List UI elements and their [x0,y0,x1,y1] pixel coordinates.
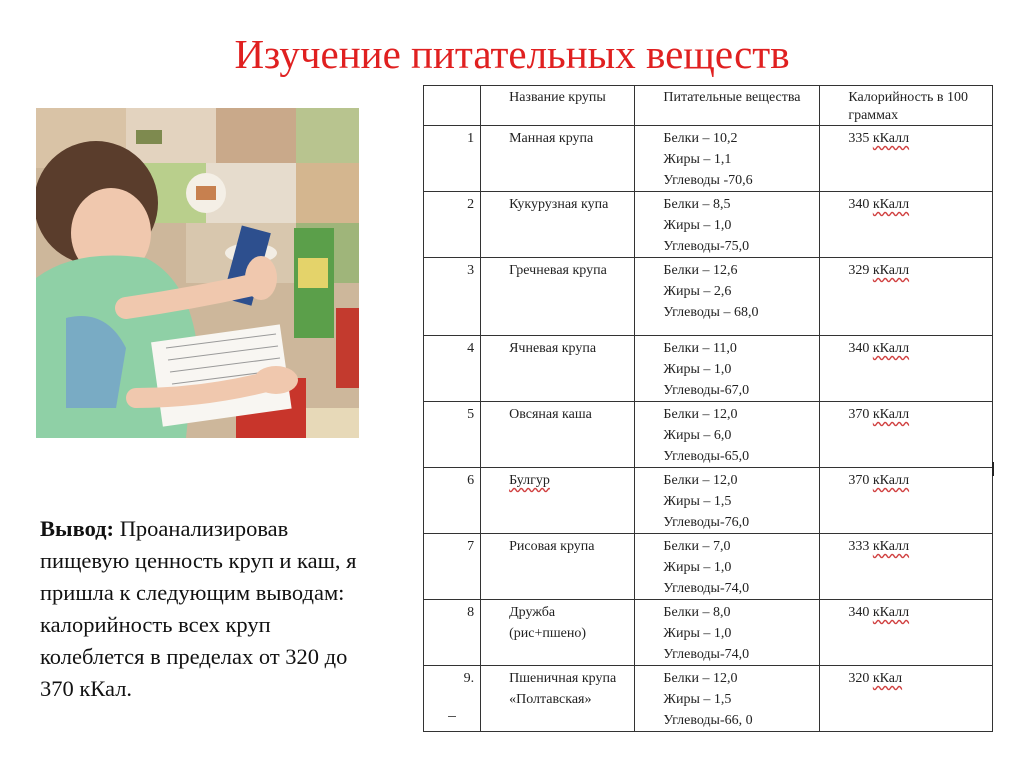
carbs-value: Углеводы-74,0 [663,647,750,662]
calories-value: 340 [848,605,870,620]
fat-value: Жиры – 1,0 [663,626,732,641]
nutrients-cell [635,600,820,666]
protein-value: Белки – 12,0 [663,671,738,686]
nutrients-cell [635,192,820,258]
calories-unit: кКалл [872,473,910,488]
table-row [424,666,993,732]
grain-nutrition-table [423,85,993,732]
calories-unit: кКалл [872,341,910,356]
nutrients-cell [635,402,820,468]
calories-value: 340 [848,341,870,356]
row-number: 3 [424,258,481,336]
table-row [424,192,993,258]
protein-value: Белки – 12,0 [663,407,738,422]
calories-cell [820,666,993,732]
nutrients-cell [635,534,820,600]
calories-unit: кКал [872,671,903,686]
calories-value: 320 [848,671,870,686]
girl-writing-photo [36,108,359,438]
grain-name: Пшеничная крупа «Полтавская» [481,666,635,732]
grain-name: Ячневая крупа [481,336,635,402]
table-header-row [424,86,993,126]
grain-name: Рисовая крупа [481,534,635,600]
calories-unit: кКалл [872,407,910,422]
calories-cell [820,336,993,402]
row-number: 9. [424,666,481,732]
nutrients-cell [635,666,820,732]
calories-value: 370 [848,407,870,422]
calories-unit: кКалл [872,539,910,554]
nutrients-cell [635,468,820,534]
carbs-value: Углеводы-67,0 [663,383,750,398]
carbs-value: Углеводы-75,0 [663,239,750,254]
calories-cell [820,258,993,336]
protein-value: Белки – 8,5 [663,197,731,212]
row-number: 6 [424,468,481,534]
carbs-value: Углеводы – 68,0 [663,305,759,320]
corner-mark [448,716,456,720]
conclusion-label: Вывод: [40,516,115,541]
calories-cell [820,468,993,534]
table-row [424,600,993,666]
calories-cell [820,192,993,258]
table-row [424,534,993,600]
grain-name: Манная крупа [481,126,635,192]
fat-value: Жиры – 1,5 [663,494,732,509]
fat-value: Жиры – 1,5 [663,692,732,707]
slide-title: Изучение питательных веществ [234,31,790,77]
row-number: 8 [424,600,481,666]
calories-unit: кКалл [872,131,910,146]
grain-name: Булгур [481,468,635,534]
grain-name: Дружба (рис+пшено) [481,600,635,666]
protein-value: Белки – 11,0 [663,341,737,356]
calories-value: 340 [848,197,870,212]
calories-cell [820,534,993,600]
header-calories: Калорийность в 100 граммах [820,86,993,126]
calories-cell [820,402,993,468]
row-number: 2 [424,192,481,258]
nutrients-cell [635,258,820,336]
calories-value: 370 [848,473,870,488]
table-body [424,126,993,732]
calories-value: 329 [848,263,870,278]
fat-value: Жиры – 2,6 [663,284,732,299]
table-row [424,402,993,468]
header-nutrients: Питательные вещества [635,86,820,126]
grain-name: Гречневая крупа [481,258,635,336]
conclusion-text [40,513,380,705]
fat-value: Жиры – 6,0 [663,428,732,443]
carbs-value: Углеводы-65,0 [663,449,750,464]
nutrients-cell [635,336,820,402]
calories-unit: кКалл [872,263,910,278]
nutrients-cell [635,126,820,192]
protein-value: Белки – 7,0 [663,539,731,554]
table-row [424,258,993,336]
conclusion-body: Проанализировав пищевую ценность круп и каш, я пришла к следующим выводам: калорийность всех круп колеблется в пределах от 320 до 370 кКал. [40,516,357,701]
calories-value: 335 [848,131,870,146]
grain-name: Овсяная каша [481,402,635,468]
row-number: 1 [424,126,481,192]
fat-value: Жиры – 1,0 [663,362,732,377]
row-number: 7 [424,534,481,600]
table-row [424,336,993,402]
calories-cell [820,600,993,666]
table-row [424,126,993,192]
calories-value: 333 [848,539,870,554]
header-number [424,86,481,126]
protein-value: Белки – 10,2 [663,131,738,146]
protein-value: Белки – 12,6 [663,263,738,278]
photo-illustration [36,108,359,438]
row-number: 5 [424,402,481,468]
fat-value: Жиры – 1,1 [663,152,732,167]
calories-unit: кКалл [872,605,910,620]
calories-unit: кКалл [872,197,910,212]
carbs-value: Углеводы-76,0 [663,515,750,530]
table-row [424,468,993,534]
fat-value: Жиры – 1,0 [663,218,732,233]
header-name: Название крупы [481,86,635,126]
grain-name: Кукурузная купа [481,192,635,258]
protein-value: Белки – 12,0 [663,473,738,488]
carbs-value: Углеводы-66, 0 [663,713,753,728]
row-number: 4 [424,336,481,402]
fat-value: Жиры – 1,0 [663,560,732,575]
calories-cell [820,126,993,192]
carbs-value: Углеводы-74,0 [663,581,750,596]
edge-mark [992,462,994,476]
protein-value: Белки – 8,0 [663,605,731,620]
carbs-value: Углеводы -70,6 [663,173,753,188]
